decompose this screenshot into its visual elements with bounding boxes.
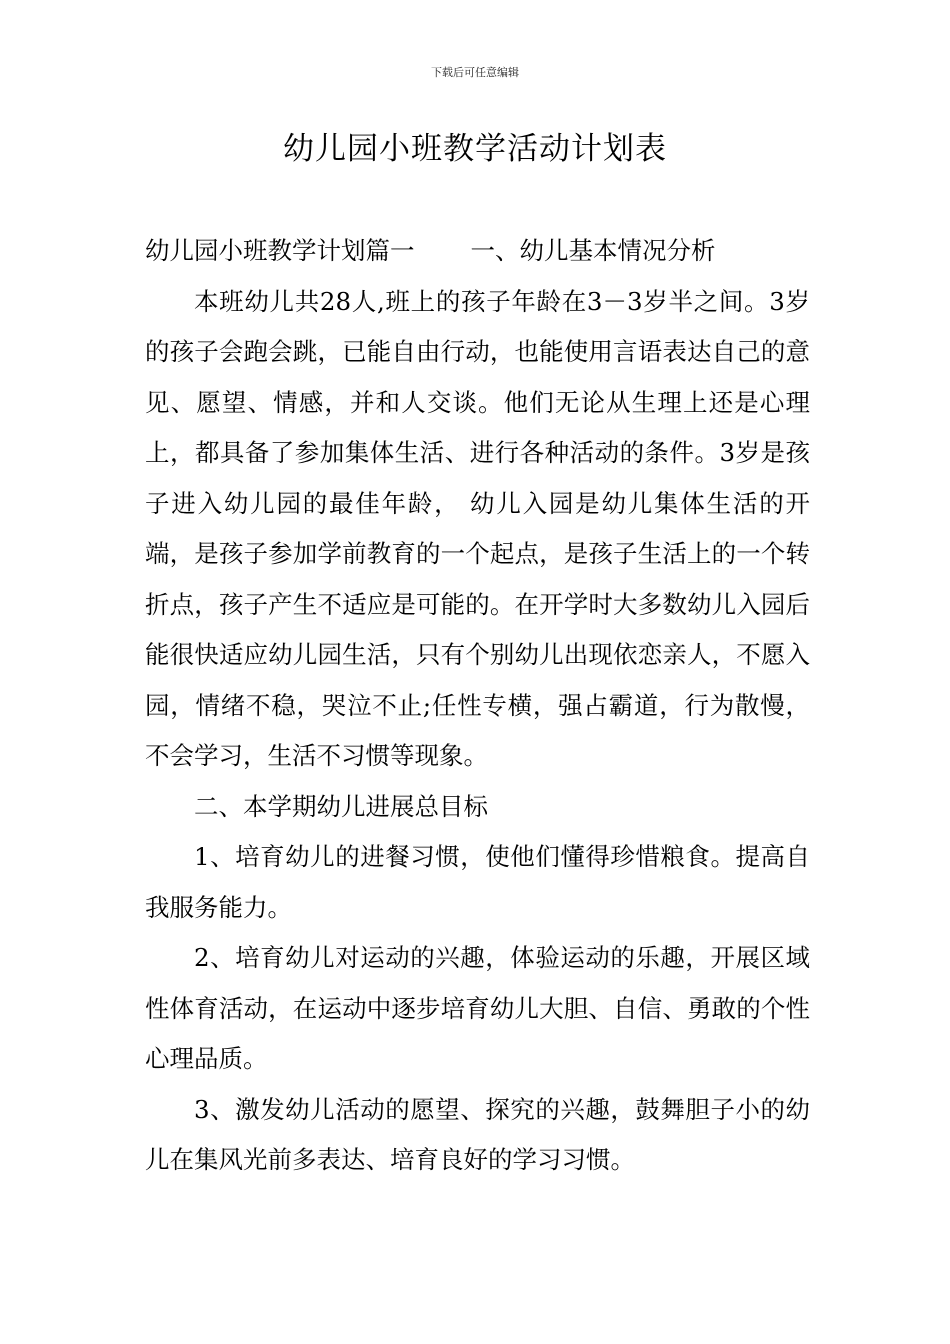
section-heading-2: 二、本学期幼儿进展总目标 [194,791,488,821]
goal-item-3: 3、激发幼儿活动的愿望、探究的兴趣，鼓舞胆子小的幼儿在集风光前多表达、培育良好的学习习惯。 [145,1094,810,1174]
plan-section-label: 幼儿园小班教学计划篇一 [145,236,415,265]
header-note: 下载后可任意编辑 [431,66,519,79]
section-heading-line [145,226,810,277]
document-title: 幼儿园小班教学活动计划表 [283,131,667,167]
paragraph-class-analysis: 本班幼儿共28人,班上的孩子年龄在3－3岁半之间。3岁的孩子会跑会跳，已能自由行动，也能使用言语表达自己的意见、愿望、情感，并和人交谈。他们无论从生理上还是心理上，都具备了参加集体生活、进行各种活动的条件。3岁是孩子进入幼儿园的最佳年龄， 幼儿入园是幼儿集体生活的开端，是孩子参加学前教育的一个起点，是孩子生活上的一个转折点，孩子产生不适应是可能的。在开学时大多数幼儿入园后能很快适应幼儿园生活，只有个别幼儿出现依恋亲人，不愿入园，情绪不稳，哭泣不止;任性专横，强占霸道，行为散慢，不会学习，生活不习惯等现象。 [145,286,810,770]
document-body [145,226,810,1186]
goal-item-2: 2、培育幼儿对运动的兴趣，体验运动的乐趣，开展区域性体育活动，在运动中逐步培育幼儿大胆、自信、勇敢的个性心理品质。 [145,943,810,1073]
goal-item-1: 1、培育幼儿的进餐习惯，使他们懂得珍惜粮食。提高自我服务能力。 [145,842,810,922]
section-heading-1: 一、幼儿基本情况分析 [470,236,716,265]
